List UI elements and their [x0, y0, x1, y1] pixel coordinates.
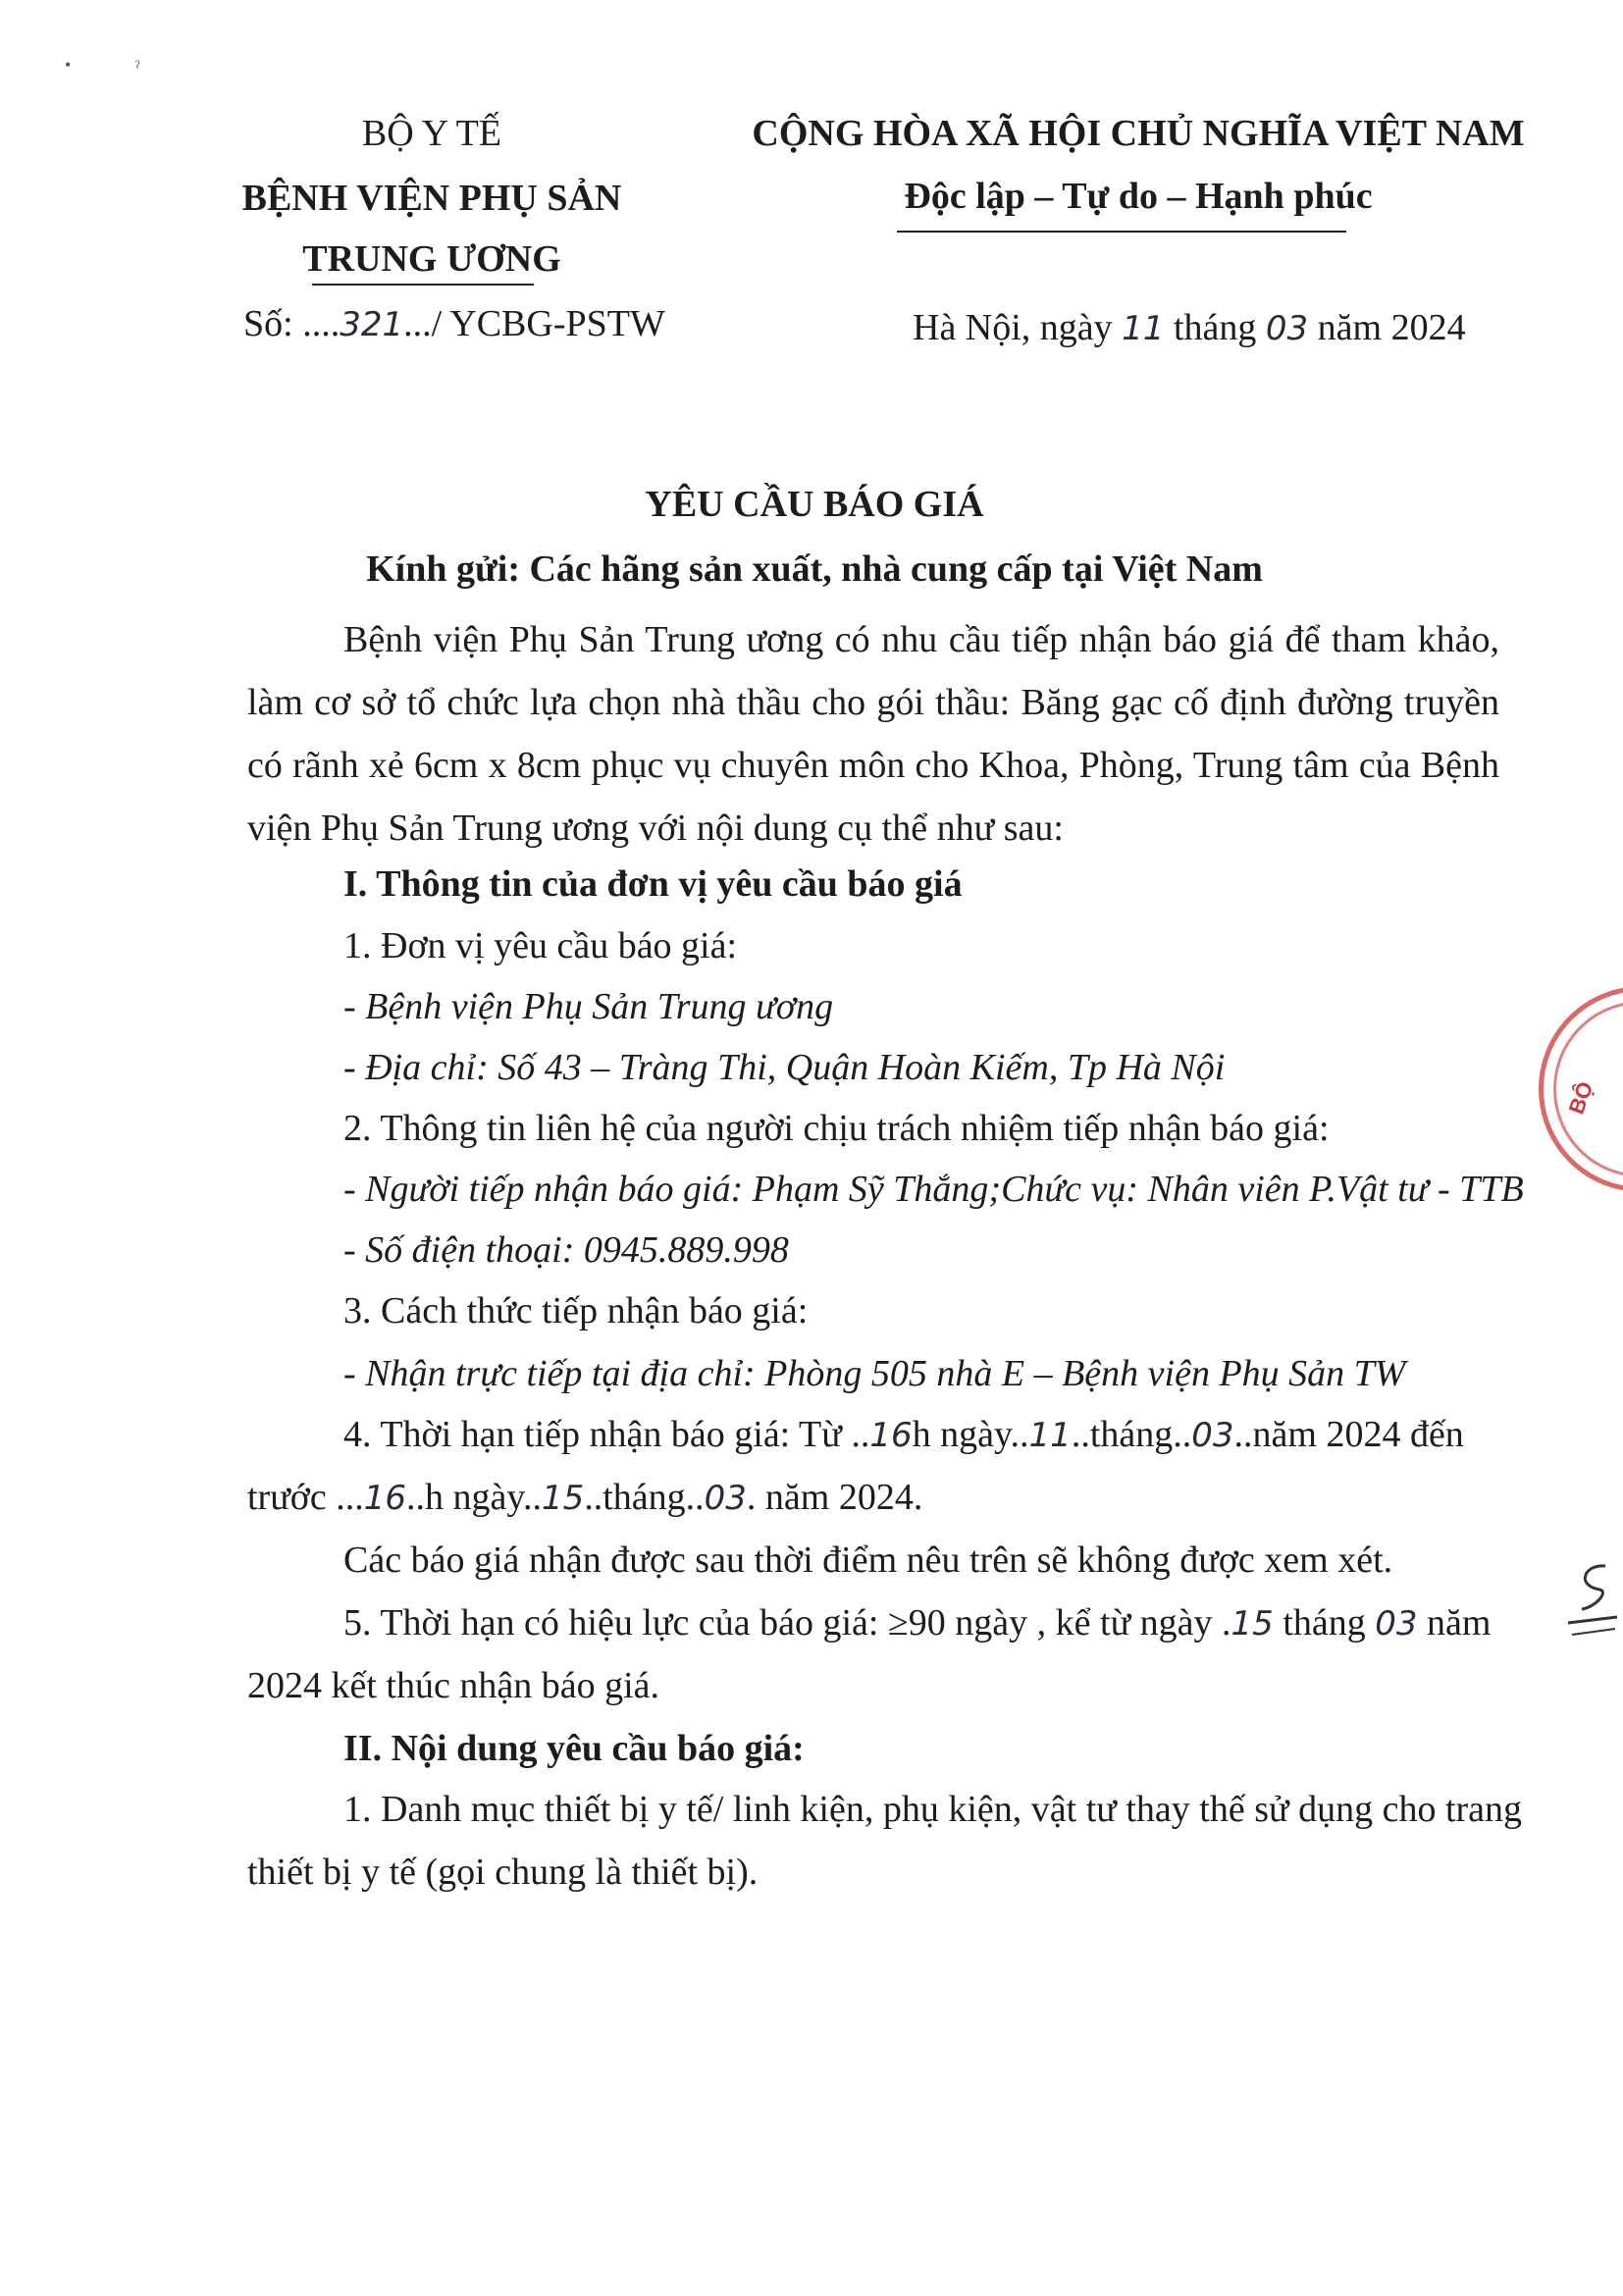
- hospital-name-line1: BỆNH VIỆN PHỤ SẢN: [241, 178, 622, 219]
- red-seal-stamp: [1539, 986, 1623, 1192]
- scan-speck: ˀ: [135, 57, 140, 77]
- seal-text: BỘ: [1563, 1078, 1598, 1118]
- validity-period-line1: 5. Thời hạn có hiệu lực của báo giá: ≥90 ngày , kể từ ngày .15 tháng 03 năm: [343, 1602, 1492, 1644]
- late-submission-note: Các báo giá nhận được sau thời điểm nêu trên sẽ không được xem xét.: [343, 1539, 1393, 1581]
- handwritten-validity-day: 15: [1230, 1604, 1274, 1644]
- handwritten-day: 11: [1122, 309, 1165, 348]
- section-1-heading: I. Thông tin của đơn vị yêu cầu báo giá: [343, 863, 963, 905]
- handwritten-start-month: 03: [1191, 1416, 1234, 1455]
- section-2-item-1-line1: 1. Danh mục thiết bị y tế/ linh kiện, phụ kiện, vật tư thay thế sử dụng cho trang: [343, 1789, 1523, 1830]
- header-left-underline: [312, 284, 534, 286]
- handwritten-end-hour: 16: [363, 1479, 407, 1518]
- intro-paragraph: Bệnh viện Phụ Sản Trung ương có nhu cầu tiếp nhận báo giá để tham khảo, làm cơ sở tổ chức lựa chọn nhà thầu cho gói thầu: Băng gạc cố định đường truyền có rãnh xẻ 6cm x 8cm phục vụ chuyên môn cho Khoa, Phòng, Trung tâm của Bệnh viện Phụ Sản Trung ương với nội dung cụ thể như sau:: [247, 619, 1499, 849]
- handwritten-doc-number: 321: [340, 305, 404, 344]
- requesting-unit-address: - Địa chỉ: Số 43 – Tràng Thi, Quận Hoàn Kiếm, Tp Hà Nội: [343, 1047, 1226, 1088]
- hospital-name-line2: TRUNG ƯƠNG: [302, 238, 561, 280]
- handwritten-month: 03: [1265, 309, 1309, 348]
- submission-period-line1: 4. Thời hạn tiếp nhận báo giá: Từ ..16h ngày..11..tháng..03..năm 2024 đến: [343, 1414, 1464, 1455]
- scan-speck: •: [65, 55, 72, 75]
- ministry-name: BỘ Y TẾ: [361, 113, 502, 154]
- handwritten-end-month: 03: [704, 1479, 747, 1518]
- recipient-line: Kính gửi: Các hãng sản xuất, nhà cung cấp tại Việt Nam: [366, 548, 1263, 590]
- submission-period-line2: trước ...16..h ngày..15..tháng..03. năm 2024.: [247, 1477, 923, 1518]
- national-motto: Độc lập – Tự do – Hạnh phúc: [904, 176, 1373, 217]
- handwritten-start-day: 11: [1028, 1416, 1072, 1455]
- handwritten-end-day: 15: [541, 1479, 585, 1518]
- country-name: CỘNG HÒA XÃ HỘI CHỦ NGHĨA VIỆT NAM: [752, 113, 1525, 154]
- section-1-item-1-label: 1. Đơn vị yêu cầu báo giá:: [343, 925, 738, 966]
- section-2-heading: II. Nội dung yêu cầu báo giá:: [343, 1728, 805, 1769]
- issue-date: Hà Nội, ngày 11 tháng 03 năm 2024: [913, 307, 1466, 348]
- handwritten-validity-month: 03: [1375, 1604, 1418, 1644]
- document-title: YÊU CẦU BÁO GIÁ: [645, 484, 984, 525]
- contact-phone: - Số điện thoại: 0945.889.998: [343, 1229, 789, 1271]
- document-number: Số: ....321.../ YCBG-PSTW: [243, 303, 665, 344]
- margin-signature-mark: [1566, 1560, 1619, 1639]
- requesting-unit-name: - Bệnh viện Phụ Sản Trung ương: [343, 986, 834, 1027]
- motto-underline: [897, 231, 1346, 233]
- contact-person: - Người tiếp nhận báo giá: Phạm Sỹ Thắng;Chức vụ: Nhân viên P.Vật tư - TTB: [343, 1169, 1524, 1210]
- section-1-item-2-label: 2. Thông tin liên hệ của người chịu trách nhiệm tiếp nhận báo giá:: [343, 1108, 1330, 1149]
- section-1-item-3-label: 3. Cách thức tiếp nhận báo giá:: [343, 1290, 809, 1331]
- validity-period-line2: 2024 kết thúc nhận báo giá.: [247, 1665, 660, 1706]
- handwritten-start-hour: 16: [869, 1416, 913, 1455]
- submission-method: - Nhận trực tiếp tại địa chỉ: Phòng 505 nhà E – Bệnh viện Phụ Sản TW: [343, 1353, 1406, 1394]
- section-2-item-1-line2: thiết bị y tế (gọi chung là thiết bị).: [247, 1852, 759, 1893]
